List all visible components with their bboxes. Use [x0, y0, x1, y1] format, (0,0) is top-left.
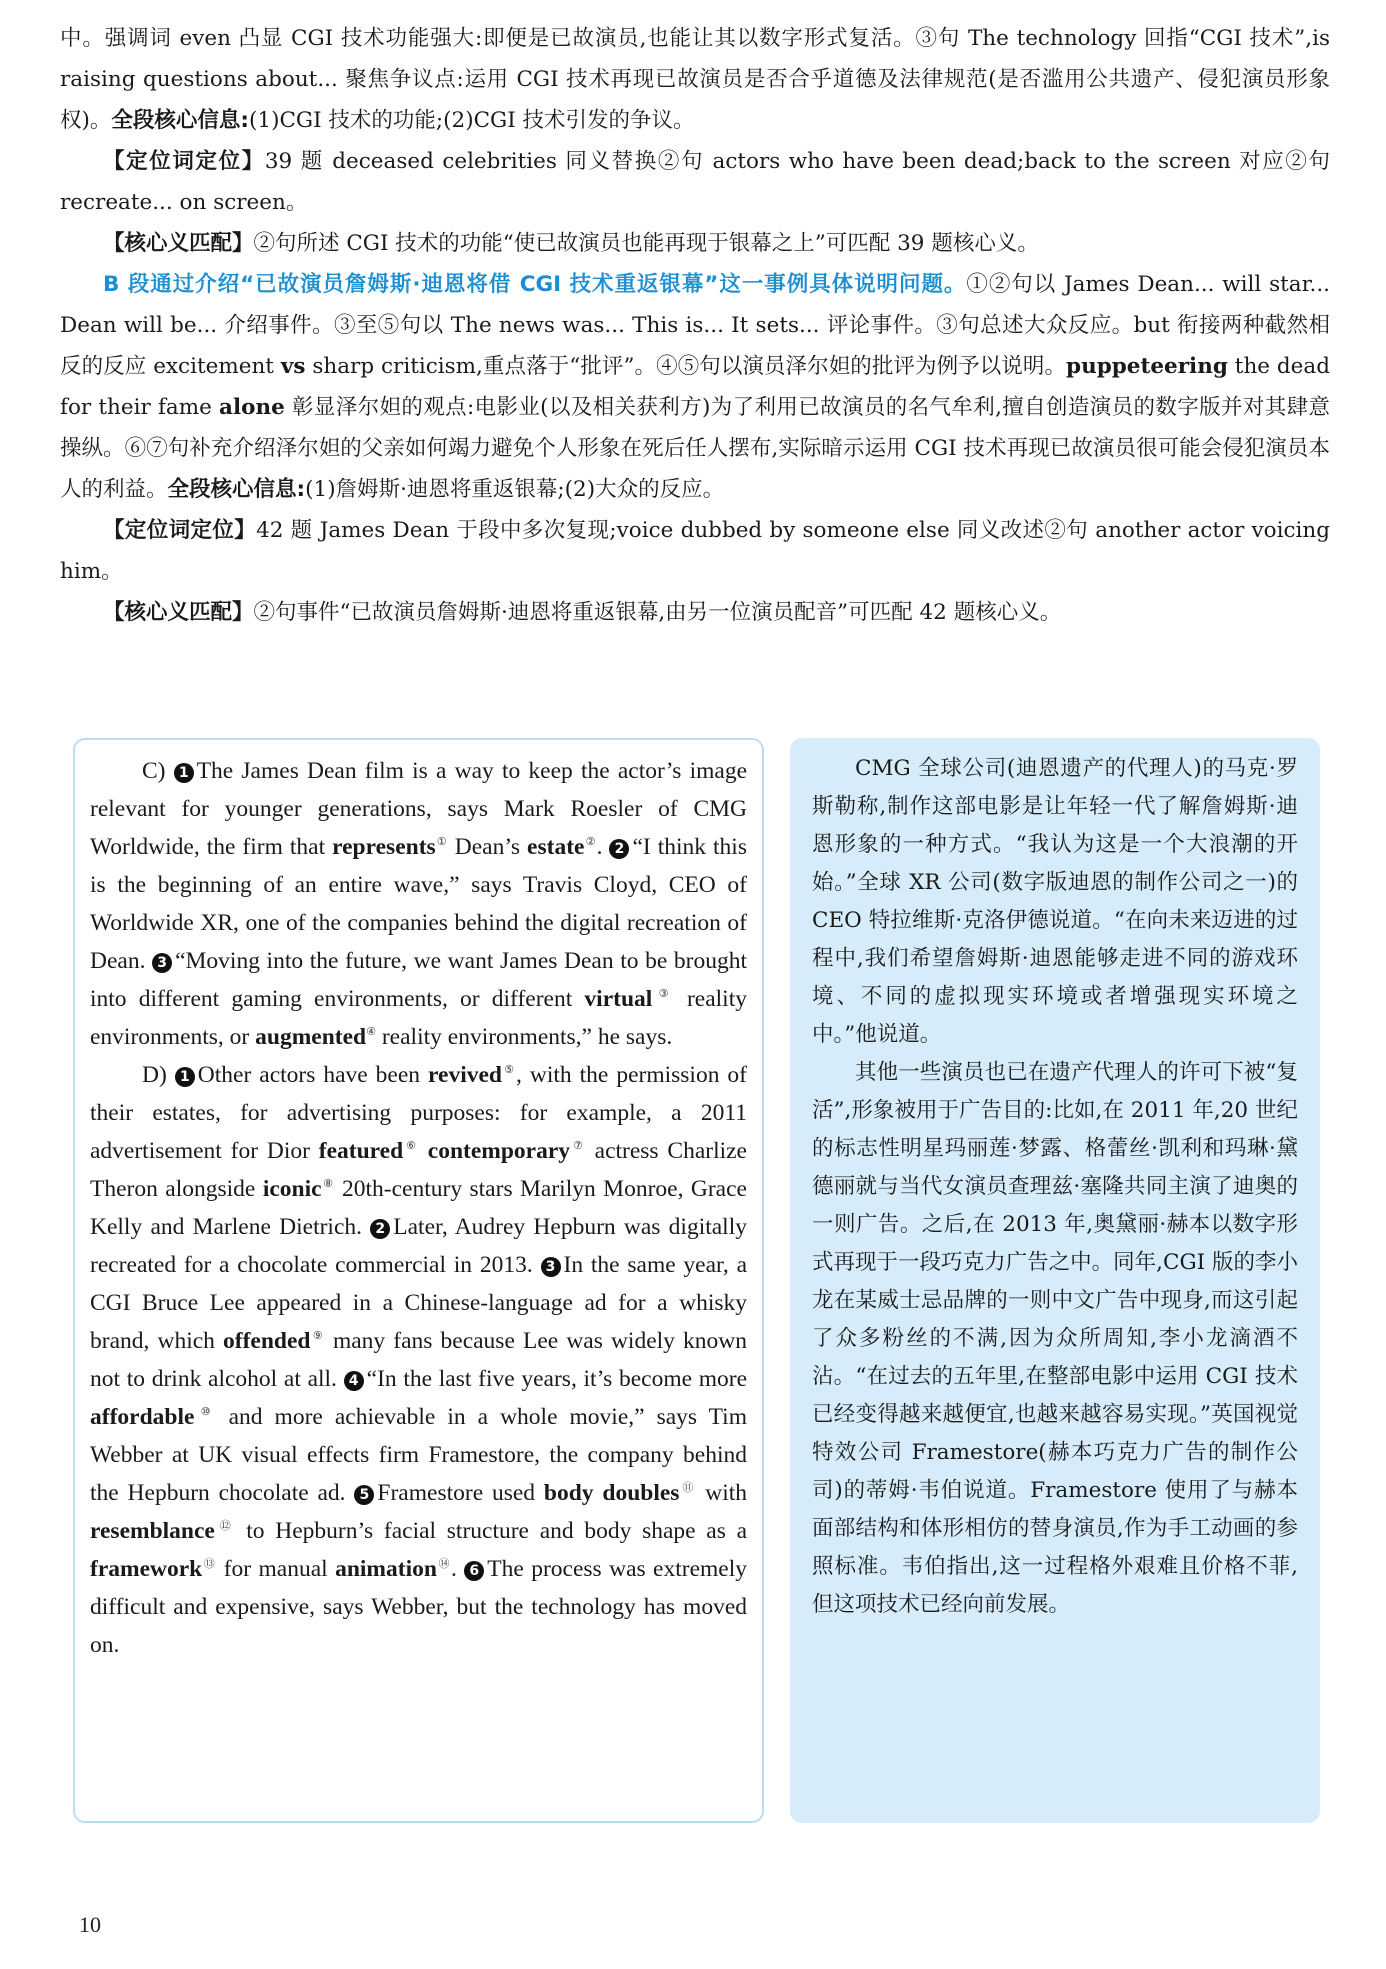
analysis-paragraph-b: B 段通过介绍“已故演员詹姆斯·迪恩将借 CGI 技术重返银幕”这一事例具体说明问题。①②句以 James Dean... will star... Dean will be... 介绍事件。③至⑤句以 The news was... This is... It sets... 评论事件。③句总述大众反应。but 衔接两种截然相反的反应 excitement vs sharp criticism,重点落于“批评”。④⑤句以演员泽尔妲的批评为例予以说明。puppeteering the dead for their fame alone 彰显泽尔妲的观点:电影业(以及相关获利方)为了利用已故演员的名气牟利,擅自创造演员的数字版并对其肆意操纵。⑥⑦句补充介绍泽尔妲的父亲如何竭力避免个人形象在死后任人摆布,实际暗示运用 CGI 技术再现已故演员很可能会侵犯演员本人的利益。全段核心信息:(1)詹姆斯·迪恩将重返银幕;(2)大众的反应。 — [60, 272, 1330, 502]
analysis-paragraph-a: 中。强调词 even 凸显 CGI 技术功能强大:即便是已故演员,也能让其以数字形式复活。③句 The technology 回指“CGI 技术”,is raising questions about... 聚焦争议点:运用 CGI 技术再现已故演员是否合乎道德及法律规范(是否滥用公共遗产、侵犯演员形象权)。全段核心信息:(1)CGI 技术的功能;(2)CGI 技术引发的争议。 — [60, 26, 1330, 133]
match-paragraph-39: 【核心义匹配】②句所述 CGI 技术的功能“使已故演员也能再现于银幕之上”可匹配 39 题核心义。 — [103, 231, 1039, 256]
english-passage-box — [73, 738, 764, 1823]
sentence-marker: 3 — [541, 1257, 561, 1277]
sentence-marker: 3 — [152, 953, 172, 973]
sentence-marker: 5 — [354, 1485, 374, 1505]
sentence-marker: 6 — [464, 1561, 484, 1581]
chinese-translation-box — [790, 738, 1320, 1823]
analysis-section — [60, 18, 1330, 633]
sentence-marker: 1 — [175, 1067, 195, 1087]
sentence-marker: 1 — [174, 763, 194, 783]
chinese-paragraph-d: 其他一些演员也已在遗产代理人的许可下被“复活”,形象被用于广告目的:比如,在 2011 年,20 世纪的标志性明星玛丽莲·梦露、格蕾丝·凯利和玛琳·黛德丽就与当代女演员查理兹·塞隆共同主演了迪奥的一则广告。之后,在 2013 年,奥黛丽·赫本以数字形式再现于一段巧克力广告之中。同年,CGI 版的李小龙在某威士忌品牌的一则中文广告中现身,而这引起了众多粉丝的不满,因为众所周知,李小龙滴酒不沾。“在过去的五年里,在整部电影中运用 CGI 技术已经变得越来越便宜,也越来越容易实现。”英国视觉特效公司 Framestore(赫本巧克力广告的制作公司)的蒂姆·韦伯说道。Framestore 使用了与赫本面部结构和体形相仿的替身演员,作为手工动画的参照标准。韦伯指出,这一过程格外艰难且价格不菲,但这项技术已经向前发展。 — [812, 1060, 1298, 1617]
sentence-marker: 2 — [370, 1219, 390, 1239]
sentence-marker: 2 — [609, 839, 629, 859]
english-paragraph-d: D) 1 Other actors have been revived⑤, with the permission of their estates, for advertising purposes: for example, a 2011 advertisement for Dior featured⑥ contemporary⑦ actress Charlize Theron alongside iconic⑧ 20th-century stars Marilyn Monroe, Grace Kelly and Marlene Dietrich. 2 Later, Audrey Hepburn was digitally recreated for a chocolate commercial in 2013. 3 In the same year, a CGI Bruce Lee appeared in a Chinese-language ad for a whisky brand, which offended⑨ many fans because Lee was widely known not to drink alcohol at all. 4 “In the last five years, it’s become more affordable⑩ and more achievable in a whole movie,” says Tim Webber at UK visual effects firm Framestore, the company behind the Hepburn chocolate ad. 5 Framestore used body doubles⑪ with resemblance⑫ to Hepburn’s facial structure and body shape as a framework⑬ for manual animation⑭. 6 The process was extremely difficult and expensive, says Webber, but the technology has moved on. — [90, 1062, 748, 1658]
page-number: 10 — [79, 1912, 101, 1937]
sentence-marker: 4 — [344, 1371, 364, 1391]
locator-paragraph-39: 【定位词定位】39 题 deceased celebrities 同义替换②句 actors who have been dead;back to the screen 对应②句 recreate... on screen。 — [60, 149, 1330, 215]
match-paragraph-42: 【核心义匹配】②句事件“已故演员詹姆斯·迪恩将重返银幕,由另一位演员配音”可匹配 42 题核心义。 — [103, 600, 1062, 625]
paragraph-b-summary: B 段通过介绍“已故演员詹姆斯·迪恩将借 CGI 技术重返银幕”这一事例具体说明问题。 — [103, 272, 967, 297]
locator-paragraph-42: 【定位词定位】42 题 James Dean 于段中多次复现;voice dubbed by someone else 同义改述②句 another actor voicing him。 — [60, 518, 1330, 584]
chinese-paragraph-c: CMG 全球公司(迪恩遗产的代理人)的马克·罗斯勒称,制作这部电影是让年轻一代了解詹姆斯·迪恩形象的一种方式。“我认为这是一个大浪潮的开始。”全球 XR 公司(数字版迪恩的制作公司之一)的 CEO 特拉维斯·克洛伊德说道。“在向未来迈进的过程中,我们希望詹姆斯·迪恩能够走进不同的游戏环境、不同的虚拟现实环境或者增强现实环境之中。”他说道。 — [812, 756, 1298, 1047]
english-paragraph-c: C) 1 The James Dean film is a way to keep the actor’s image relevant for younger generations, says Mark Roesler of CMG Worldwide, the firm that represents① Dean’s estate②. 2 “I think this is the beginning of an entire wave,” says Travis Cloyd, CEO of Worldwide XR, one of the companies behind the digital recreation of Dean. 3 “Moving into the future, we want James Dean to be brought into different gaming environments, or different virtual③ reality environments, or augmented④ reality environments,” he says. — [90, 758, 747, 1050]
